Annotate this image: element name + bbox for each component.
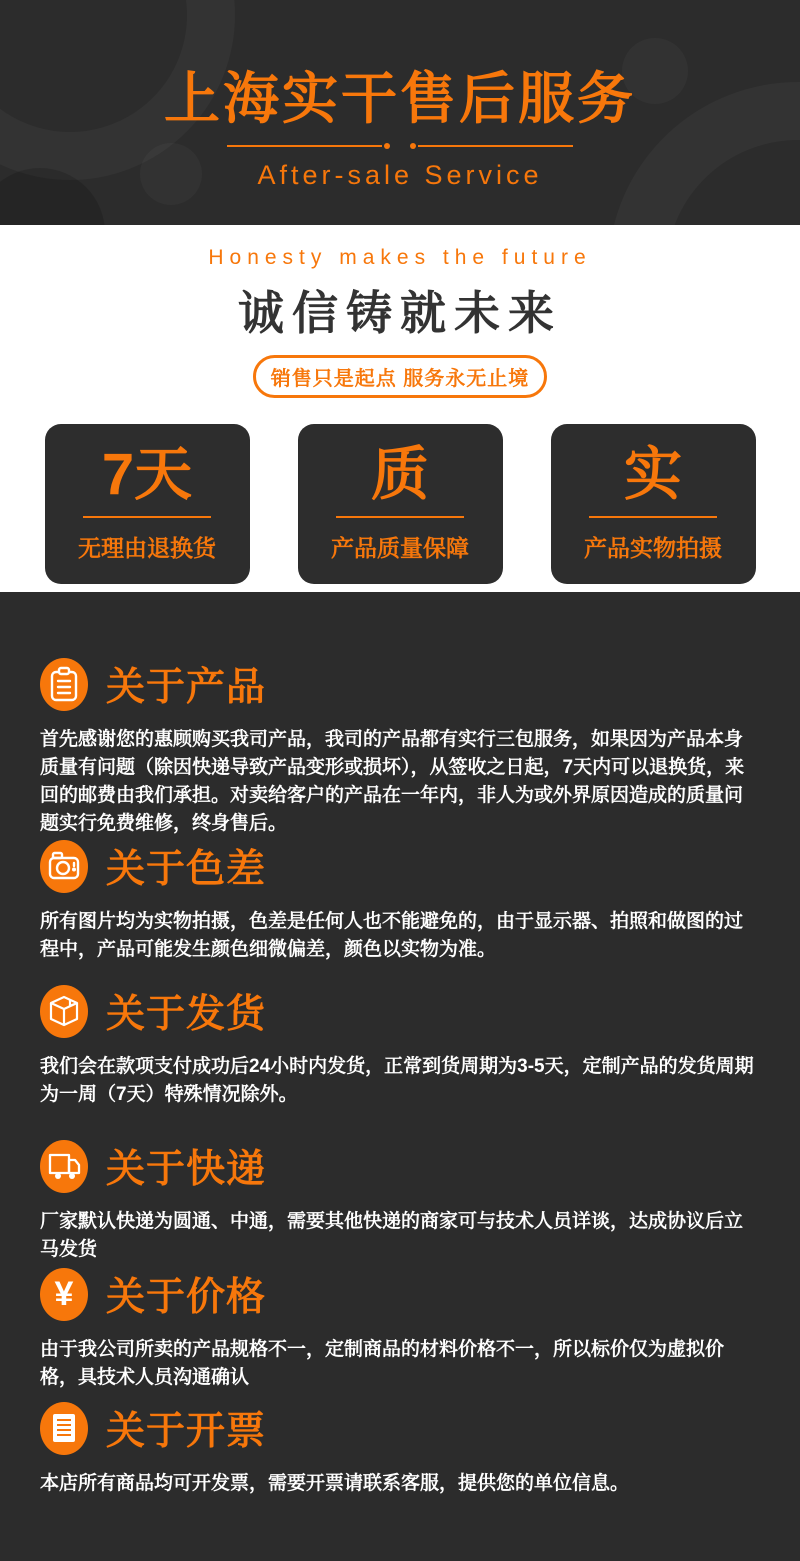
camera-icon	[40, 840, 88, 893]
info-sections	[0, 592, 800, 1561]
promise-card-quality	[298, 424, 503, 584]
section-about-price	[40, 1266, 760, 1392]
section-about-shipping	[40, 983, 760, 1109]
invoice-icon	[40, 1402, 88, 1455]
card-label: 无理由退换货	[78, 534, 216, 561]
section-body: 厂家默认快递为圆通、中通，需要其他快递的商家可与技术人员详谈，达成协议后立马发货	[40, 1211, 744, 1260]
section-head	[40, 1138, 760, 1194]
section-body: 我们会在款项支付成功后24小时内发货，正常到货周期为3-5天，定制产品的发货周期为一周（7天）特殊情况除外。	[40, 1056, 754, 1105]
divider-dot	[410, 143, 416, 149]
delivery-truck-icon	[40, 1140, 88, 1193]
section-title: 关于发货	[106, 993, 267, 1036]
card-rule	[336, 516, 464, 518]
section-body: 本店所有商品均可开发票，需要开票请联系客服，提供您的单位信息。	[40, 1473, 630, 1494]
section-head	[40, 1400, 760, 1456]
section-head	[40, 983, 760, 1039]
page-subtitle: After-sale Service	[257, 160, 543, 190]
section-head	[40, 656, 760, 712]
yuan-icon	[40, 1268, 88, 1321]
title-divider	[0, 143, 800, 149]
section-body: 所有图片均为实物拍摄，色差是任何人也不能避免的，由于显示器、拍照和做图的过程中，产品可能发生颜色细微偏差，颜色以实物为准。	[40, 911, 744, 960]
section-about-invoice	[40, 1400, 760, 1498]
page-title: 上海实干售后服务	[164, 67, 636, 130]
section-about-product	[40, 656, 760, 838]
divider-line	[227, 145, 382, 147]
section-head	[40, 838, 760, 894]
slogan-pill: 销售只是起点 服务永无止境	[253, 355, 548, 398]
section-about-color	[40, 838, 760, 964]
section-body: 首先感谢您的惠顾购买我司产品，我司的产品都有实行三包服务，如果因为产品本身质量有问题（除因快递导致产品变形或损坏），从签收之日起，7天内可以退换货，来回的邮费由我们承担。对卖给客户的产品在一年内，非人为或外界原因造成的质量问题实行免费维修，终身售后。	[40, 729, 745, 834]
promise-card-real	[551, 424, 756, 584]
page-header	[0, 0, 800, 225]
intro-title: 诚信铸就未来	[238, 287, 562, 339]
card-rule	[83, 516, 211, 518]
package-cube-icon	[40, 985, 88, 1038]
divider-dot	[384, 143, 390, 149]
yuan-glyph: ¥	[54, 1275, 74, 1313]
promise-card-7days	[45, 424, 250, 584]
divider-line	[418, 145, 573, 147]
card-label: 产品实物拍摄	[584, 534, 722, 561]
card-rule	[589, 516, 717, 518]
card-big-text: 质	[370, 442, 429, 508]
intro-section	[0, 225, 800, 592]
section-body: 由于我公司所卖的产品规格不一，定制商品的材料价格不一，所以标价仅为虚拟价格，具技术人员沟通确认	[40, 1339, 725, 1388]
card-label: 产品质量保障	[331, 534, 469, 561]
section-head	[40, 1266, 760, 1322]
section-title: 关于开票	[106, 1410, 267, 1453]
card-big-text: 7天	[101, 442, 193, 508]
section-about-express	[40, 1138, 760, 1264]
section-title: 关于产品	[106, 666, 267, 709]
card-big-text: 实	[623, 442, 682, 508]
section-title: 关于色差	[106, 848, 267, 891]
section-title: 关于价格	[106, 1276, 267, 1319]
section-title: 关于快递	[106, 1148, 267, 1191]
promise-cards	[0, 424, 800, 584]
tagline-en: Honesty makes the future	[208, 246, 592, 269]
clipboard-icon	[40, 658, 88, 711]
